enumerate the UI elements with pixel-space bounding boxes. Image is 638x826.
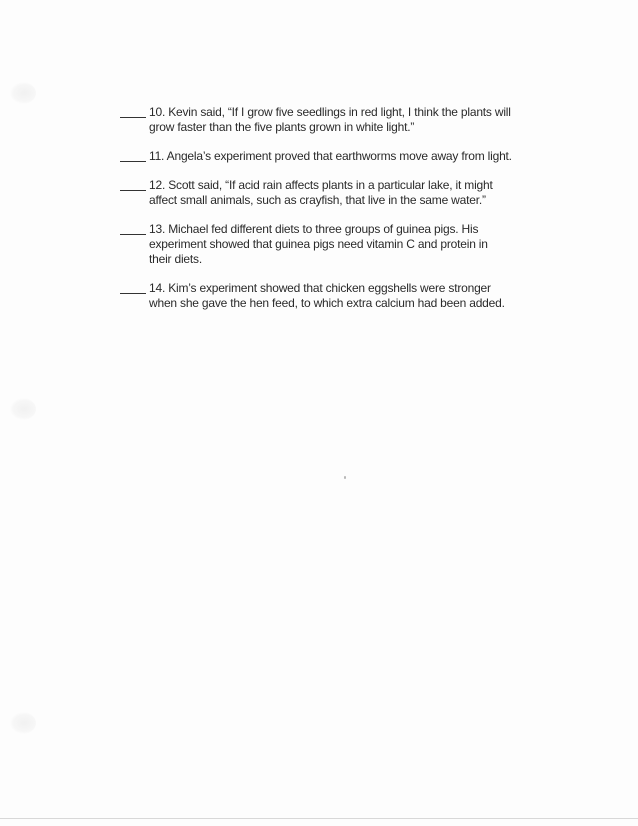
question-11 — [120, 149, 520, 164]
answer-blank-13[interactable] — [120, 222, 146, 235]
question-10-text: 10. Kevin said, “If I grow five seedlings in red light, I think the plants will grow faster than the five plants grown in white light.” — [149, 105, 511, 134]
punch-hole-mark — [10, 712, 36, 734]
question-14-text: 14. Kim’s experiment showed that chicken eggshells were stronger when she gave the hen feed, to which extra calcium had been added. — [149, 281, 505, 310]
answer-blank-14[interactable] — [120, 281, 146, 294]
question-list — [120, 105, 520, 311]
punch-hole-mark — [10, 398, 36, 420]
scan-speck — [344, 476, 346, 479]
question-14 — [120, 281, 520, 311]
question-10 — [120, 105, 520, 135]
page-bottom-edge — [0, 818, 638, 819]
question-13-text: 13. Michael fed different diets to three groups of guinea pigs. His experiment showed that guinea pigs need vitamin C and protein in their diets. — [149, 222, 488, 266]
question-12-text: 12. Scott said, “If acid rain affects plants in a particular lake, it might affect small animals, such as crayfish, that live in the same water.” — [149, 178, 493, 207]
answer-blank-12[interactable] — [120, 178, 146, 191]
question-11-text: 11. Angela’s experiment proved that earthworms move away from light. — [149, 149, 512, 163]
question-13 — [120, 222, 520, 267]
question-12 — [120, 178, 520, 208]
punch-hole-mark — [10, 82, 36, 104]
answer-blank-11[interactable] — [120, 149, 146, 162]
answer-blank-10[interactable] — [120, 105, 146, 118]
